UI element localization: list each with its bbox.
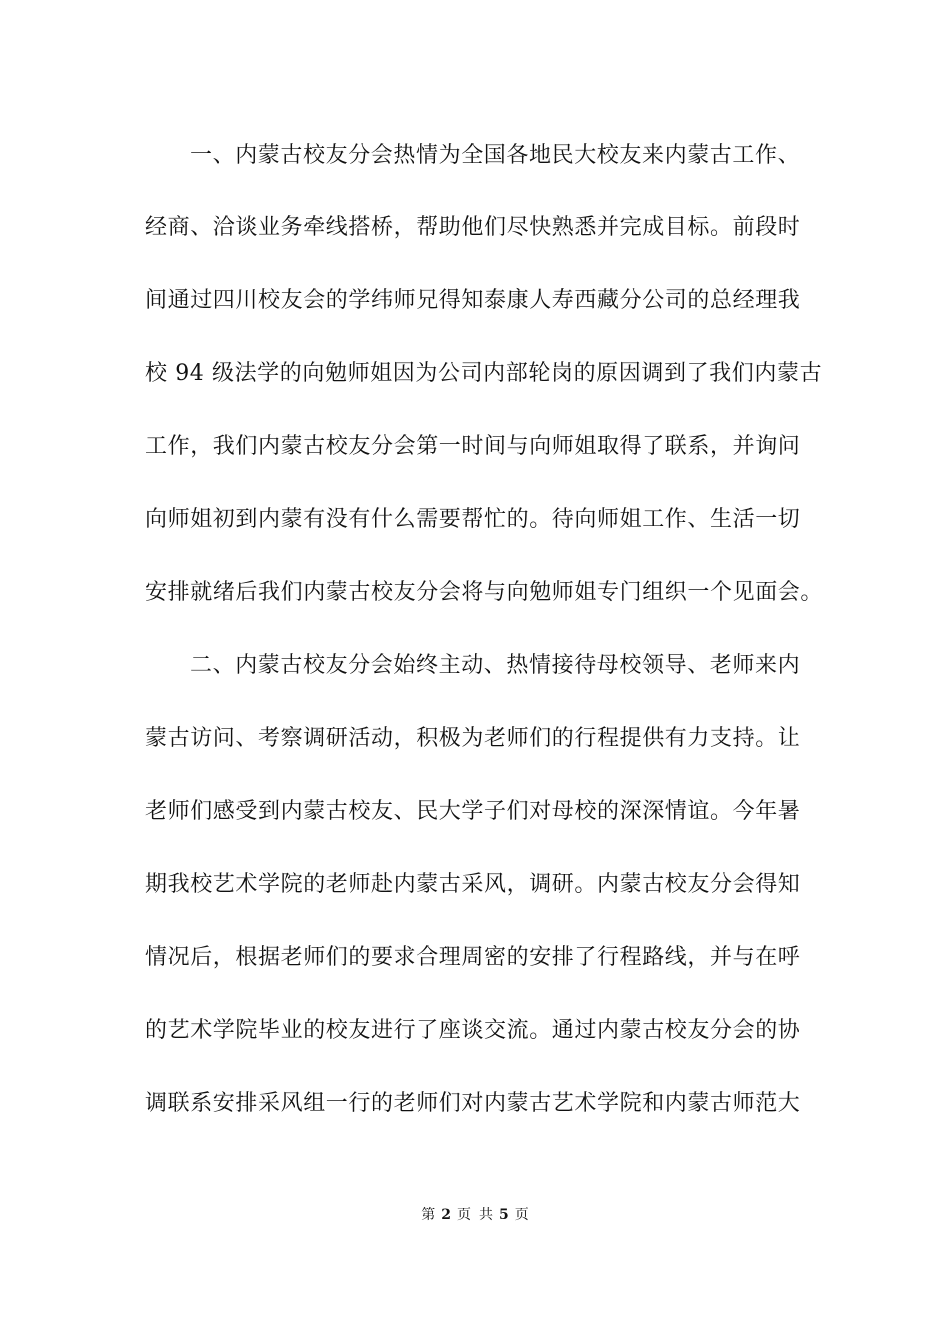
paragraph-1-line-4: 校 94 级法学的向勉师姐因为公司内部轮岗的原因调到了我们内蒙古 — [145, 361, 823, 386]
footer-current-page: 2 — [441, 1207, 451, 1223]
paragraph-1-line-7: 安排就绪后我们内蒙古校友分会将与向勉师姐专门组织一个见面会。 — [145, 580, 824, 605]
page-footer — [0, 1206, 950, 1224]
paragraph-2-line-4: 期我校艺术学院的老师赴内蒙古采风，调研。内蒙古校友分会得知 — [145, 872, 801, 897]
paragraph-2-line-6: 的艺术学院毕业的校友进行了座谈交流。通过内蒙古校友分会的协 — [145, 1018, 801, 1043]
paragraph-2-line-7: 调联系安排采风组一行的老师们对内蒙古艺术学院和内蒙古师范大 — [145, 1091, 801, 1116]
paragraph-2-line-2: 蒙古访问、考察调研活动，积极为老师们的行程提供有力支持。让 — [145, 726, 801, 751]
footer-total-pages: 5 — [499, 1207, 509, 1223]
footer-suffix: 页 — [514, 1207, 529, 1223]
paragraph-1-line-2: 经商、洽谈业务牵线搭桥，帮助他们尽快熟悉并完成目标。前段时 — [145, 215, 801, 240]
paragraph-1-line-5: 工作，我们内蒙古校友分会第一时间与向师姐取得了联系，并询问 — [145, 434, 801, 459]
footer-prefix: 第 — [421, 1207, 436, 1223]
paragraph-1-line-1: 一、内蒙古校友分会热情为全国各地民大校友来内蒙古工作、 — [190, 143, 801, 168]
footer-page-word: 页 — [457, 1207, 471, 1223]
footer-total-prefix: 共 — [479, 1207, 493, 1223]
paragraph-1-line-3: 间通过四川校友会的学纬师兄得知泰康人寿西藏分公司的总经理我 — [145, 288, 801, 313]
paragraph-2-line-3: 老师们感受到内蒙古校友、民大学子们对母校的深深情谊。今年暑 — [145, 799, 801, 824]
paragraph-2-line-1: 二、内蒙古校友分会始终主动、热情接待母校领导、老师来内 — [190, 653, 801, 678]
paragraph-2-line-5: 情况后，根据老师们的要求合理周密的安排了行程路线，并与在呼 — [145, 945, 801, 970]
paragraph-1-line-6: 向师姐初到内蒙有没有什么需要帮忙的。待向师姐工作、生活一切 — [145, 507, 801, 532]
